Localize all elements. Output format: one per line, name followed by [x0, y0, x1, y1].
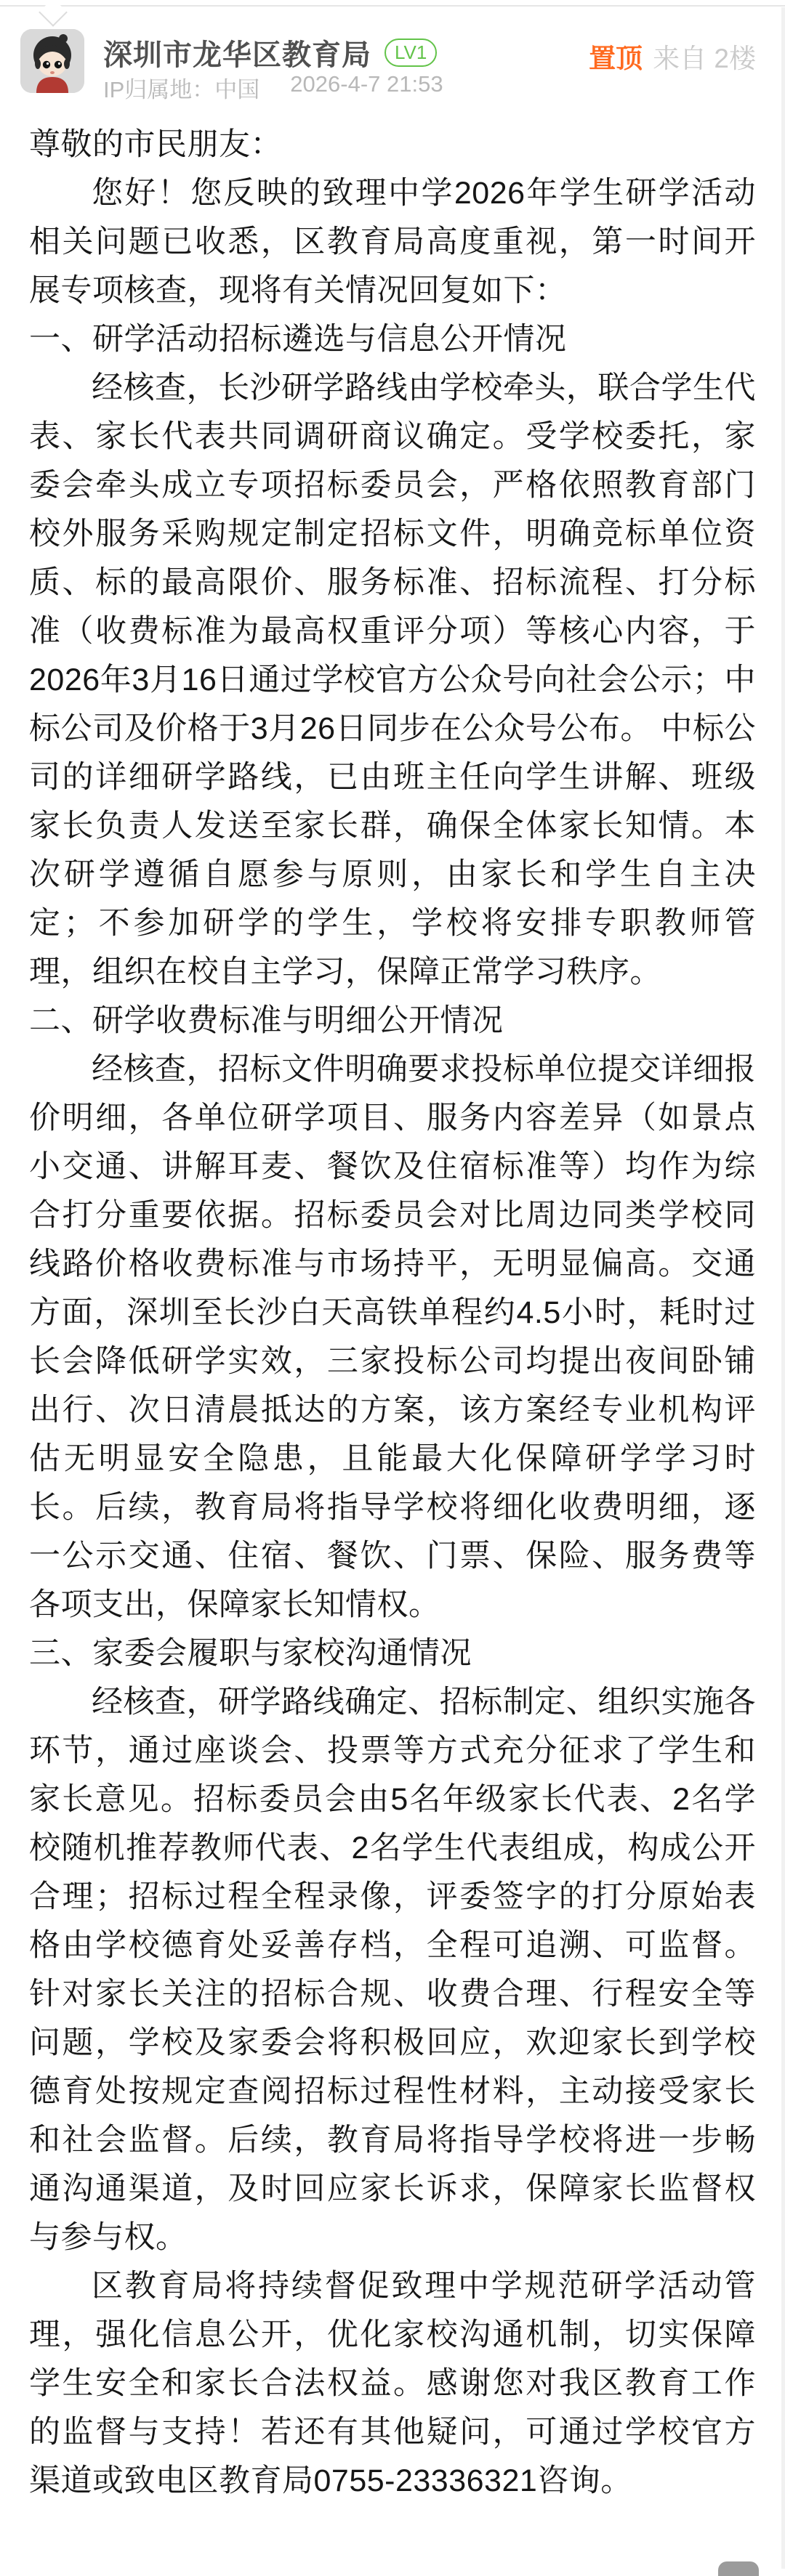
post-header [0, 0, 785, 110]
section-heading: 二、研学收费标准与明细公开情况 [29, 1003, 504, 1038]
floor-label: 来自 2楼 [653, 44, 756, 73]
scrollbar-track[interactable] [781, 7, 785, 2569]
back-to-top-button[interactable] [718, 2561, 759, 2576]
body-paragraph: 经核查，招标文件明确要求投标单位提交详细报价明细，各单位研学项目、服务内容差异（如景点小交通、讲解耳麦、餐饮及住宿标准等）均作为综合打分重要依据。招标委员会对比周边同类学校同线路价格收费标准与市场持平，无明显偏高。交通方面，深圳至长沙白天高铁单程约4.5小时，耗时过长会降低研学实效，三家投标公司均提出夜间卧铺出行、次日清晨抵达的方案，该方案经专业机构评估无明显安全隐患，且能最大化保障研学学习时长。后续，教育局将指导学校将细化收费明细，逐一公示交通、住宿、餐饮、门票、保险、服务费等各项支出，保障家长知情权。 [29, 1052, 756, 1622]
body-paragraph: 您好！您反映的致理中学2026年学生研学活动相关问题已收悉，区教育局高度重视，第一时间开展专项核查，现将有关情况回复如下： [29, 176, 756, 308]
body-paragraph: 经核查，长沙研学路线由学校牵头，联合学生代表、家长代表共同调研商议确定。受学校委托，家委会牵头成立专项招标委员会，严格依照教育部门校外服务采购规定制定招标文件，明确竞标单位资质、标的最高限价、服务标准、招标流程、打分标准（收费标准为最高权重评分项）等核心内容，于2026年3月16日通过学校官方公众号向社会公示；中标公司及价格于3月26日同步在公众号公布。 中标公司的详细研学路线，已由班主任向学生讲解、班级家长负责人发送至家长群，确保全体家长知情。本次研学遵循自愿参与原则，由家长和学生自主决定；不参加研学的学生，学校将安排专职教师管理，组织在校自主学习，保障正常学习秩序。 [29, 370, 756, 989]
pinned-badge: 置顶 [589, 44, 643, 73]
section-heading: 一、研学活动招标遴选与信息公开情况 [29, 322, 567, 357]
body-paragraph: 区教育局将持续督促致理中学规范研学活动管理，强化信息公开，优化家校沟通机制，切实保障学生安全和家长合法权益。感谢您对我区教育工作的监督与支持！若还有其他疑问，可通过学校官方渠道或致电区教育局0755-23336321咨询。 [29, 2269, 756, 2498]
ip-location: IP归属地：中国 [103, 77, 260, 102]
author-name[interactable]: 深圳市龙华区教育局 [103, 39, 371, 71]
body-paragraph: 尊敬的市民朋友： [29, 127, 282, 162]
cartoon-child-avatar-icon [20, 29, 84, 93]
section-heading: 三、家委会履职与家校沟通情况 [29, 1636, 472, 1671]
level-badge: LV1 [385, 39, 437, 67]
post-body [0, 110, 785, 2506]
timestamp: 2026-4-7 21:53 [290, 71, 443, 97]
avatar[interactable] [20, 29, 84, 93]
body-paragraph: 经核查，研学路线确定、招标制定、组织实施各环节，通过座谈会、投票等方式充分征求了学生和家长意见。招标委员会由5名年级家长代表、2名学校随机推荐教师代表、2名学生代表组成，构成公开合理；招标过程全程录像，评委签字的打分原始表格由学校德育处妥善存档，全程可追溯、可监督。针对家长关注的招标合规、收费合理、行程安全等问题，学校及家委会将积极回应，欢迎家长到学校德育处按规定查阅招标过程性材料，主动接受家长和社会监督。后续，教育局将指导学校将进一步畅通沟通渠道，及时回应家长诉求，保障家长监督权与参与权。 [29, 1685, 756, 2255]
